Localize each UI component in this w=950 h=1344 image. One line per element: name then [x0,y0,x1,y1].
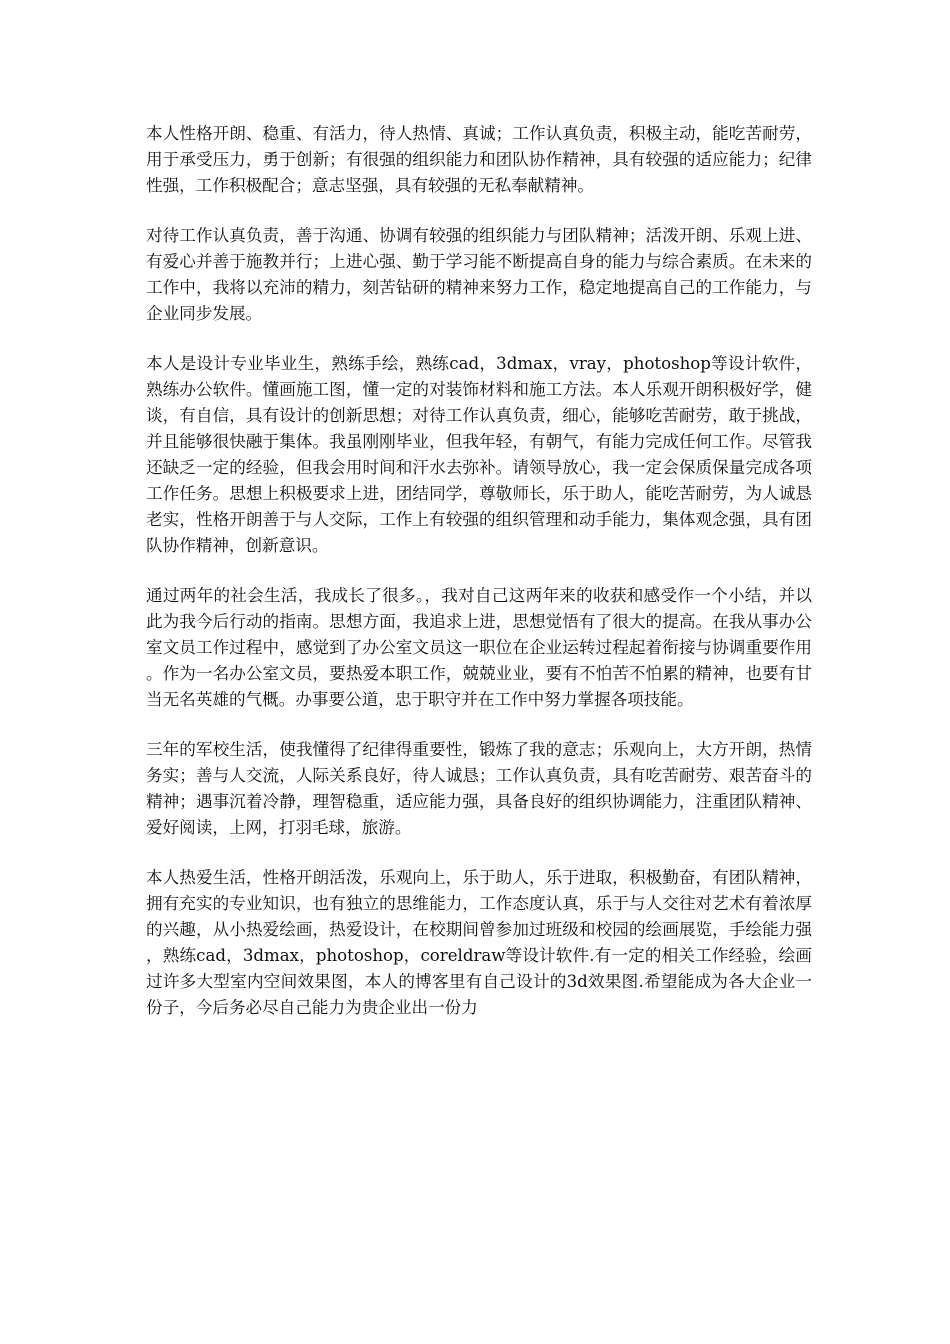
paragraph-design-skills: 本人是设计专业毕业生，熟练手绘，熟练cad，3dmax，vray，photoshop等设计软件，熟练办公软件。懂画施工图，懂一定的对装饰材料和施工方法。本人乐观开朗积极好学，健谈，有自信，具有设计的创新思想；对待工作认真负责，细心，能够吃苦耐劳，敢于挑战，并且能够很快融于集体。我虽刚刚毕业，但我年轻，有朝气，有能力完成任何工作。尽管我还缺乏一定的经验，但我会用时间和汗水去弥补。请领导放心，我一定会保质保量完成各项工作任务。思想上积极要求上进，团结同学，尊敬师长，乐于助人，能吃苦耐劳，为人诚恳老实，性格开朗善于与人交际，工作上有较强的组织管理和动手能力，集体观念强，具有团队协作精神，创新意识。 [146,354,812,555]
document-body [146,121,812,1045]
paragraph-personality: 本人性格开朗、稳重、有活力，待人热情、真诚；工作认真负责，积极主动，能吃苦耐劳，用于承受压力，勇于创新；有很强的组织能力和团队协作精神，具有较强的适应能力；纪律性强，工作积极配合；意志坚强，具有较强的无私奉献精神。 [146,124,812,195]
paragraph-office-experience: 通过两年的社会生活，我成长了很多。，我对自己这两年来的收获和感受作一个小结，并以此为我今后行动的指南。思想方面，我追求上进，思想觉悟有了很大的提高。在我从事办公室文员工作过程中，感觉到了办公室文员这一职位在企业运转过程起着衔接与协调重要作用。作为一名办公室文员，要热爱本职工作，兢兢业业，要有不怕苦不怕累的精神，也要有甘当无名英雄的气概。办事要公道，忠于职守并在工作中努力掌握各项技能。 [146,586,812,709]
paragraph-military-school: 三年的军校生活，使我懂得了纪律得重要性，锻炼了我的意志；乐观向上，大方开朗，热情务实；善与人交流，人际关系良好，待人诚恳；工作认真负责，具有吃苦耐劳、艰苦奋斗的精神；遇事沉着冷静，理智稳重，适应能力强，具备良好的组织协调能力，注重团队精神、爱好阅读，上网，打羽毛球，旅游。 [146,740,812,837]
paragraph-interests: 本人热爱生活，性格开朗活泼，乐观向上，乐于助人，乐于进取，积极勤奋，有团队精神，拥有充实的专业知识，也有独立的思维能力，工作态度认真，乐于与人交往对艺术有着浓厚的兴趣，从小热爱绘画，热爱设计，在校期间曾参加过班级和校园的绘画展览，手绘能力强，熟练cad，3dmax，photoshop，coreldraw等设计软件.有一定的相关工作经验，绘画过许多大型室内空间效果图，本人的博客里有自己设计的3d效果图.希望能成为各大企业一份子，今后务必尽自己能力为贵企业出一份力 [146,868,812,1017]
paragraph-work-attitude: 对待工作认真负责，善于沟通、协调有较强的组织能力与团队精神；活泼开朗、乐观上进、有爱心并善于施教并行；上进心强、勤于学习能不断提高自身的能力与综合素质。在未来的工作中，我将以充沛的精力，刻苦钻研的精神来努力工作，稳定地提高自己的工作能力，与企业同步发展。 [146,226,812,323]
